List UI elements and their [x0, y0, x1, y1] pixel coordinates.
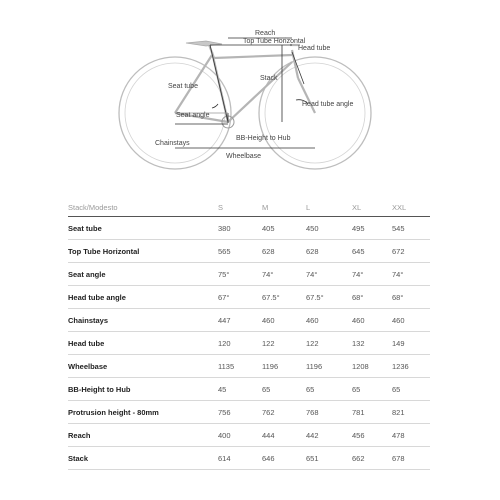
cell-value: 65	[262, 378, 306, 401]
cell-value: 628	[262, 240, 306, 263]
cell-value: 442	[306, 424, 352, 447]
table-row	[68, 309, 430, 332]
cell-value: 450	[306, 217, 352, 240]
cell-value: 65	[352, 378, 392, 401]
row-label: Wheelbase	[68, 355, 218, 378]
cell-value: 447	[218, 309, 262, 332]
table-row	[68, 378, 430, 401]
cell-value: 74°	[306, 263, 352, 286]
label-head-tube: Head tube	[298, 45, 331, 52]
row-label: Seat tube	[68, 217, 218, 240]
cell-value: 400	[218, 424, 262, 447]
cell-value: 651	[306, 447, 352, 470]
row-label: BB-Height to Hub	[68, 378, 218, 401]
cell-value: 444	[262, 424, 306, 447]
cell-value: 1208	[352, 355, 392, 378]
size-header-xxl: XXL	[392, 202, 407, 212]
cell-value: 120	[218, 332, 262, 355]
row-label: Head tube angle	[68, 286, 218, 309]
table-header-model: Stack/Modesto	[68, 202, 118, 212]
size-header-m: M	[262, 202, 269, 212]
cell-value: 68°	[392, 286, 430, 309]
cell-value: 405	[262, 217, 306, 240]
cell-value: 646	[262, 447, 306, 470]
label-head-tube-angle: Head tube angle	[302, 101, 354, 108]
bike-geometry-diagram	[0, 0, 500, 190]
cell-value: 545	[392, 217, 430, 240]
cell-value: 65	[306, 378, 352, 401]
cell-value: 645	[352, 240, 392, 263]
cell-value: 672	[392, 240, 430, 263]
table-row	[68, 263, 430, 286]
cell-value: 768	[306, 401, 352, 424]
cell-value: 122	[262, 332, 306, 355]
cell-value: 460	[306, 309, 352, 332]
label-top-tube: Top Tube Horizontal	[243, 38, 306, 45]
label-chainstays: Chainstays	[155, 140, 190, 147]
cell-value: 1135	[218, 355, 262, 378]
cell-value: 678	[392, 447, 430, 470]
row-label: Reach	[68, 424, 218, 447]
size-header-l: L	[306, 202, 311, 212]
cell-value: 565	[218, 240, 262, 263]
cell-value: 380	[218, 217, 262, 240]
table-row	[68, 447, 430, 470]
table-header-row	[68, 198, 430, 217]
cell-value: 149	[392, 332, 430, 355]
cell-value: 74°	[392, 263, 430, 286]
row-label: Seat angle	[68, 263, 218, 286]
cell-value: 132	[352, 332, 392, 355]
cell-value: 756	[218, 401, 262, 424]
table-row	[68, 217, 430, 240]
cell-value: 495	[352, 217, 392, 240]
row-label: Chainstays	[68, 309, 218, 332]
cell-value: 1236	[392, 355, 430, 378]
cell-value: 821	[392, 401, 430, 424]
bike-illustration	[0, 0, 500, 190]
table-row	[68, 240, 430, 263]
cell-value: 67°	[218, 286, 262, 309]
cell-value: 460	[262, 309, 306, 332]
row-label: Stack	[68, 447, 218, 470]
label-stack: Stack	[260, 75, 278, 82]
cell-value: 628	[306, 240, 352, 263]
cell-value: 456	[352, 424, 392, 447]
size-header-s: S	[218, 202, 224, 212]
label-reach: Reach	[255, 30, 276, 37]
cell-value: 74°	[352, 263, 392, 286]
cell-value: 1196	[306, 355, 352, 378]
cell-value: 662	[352, 447, 392, 470]
cell-value: 478	[392, 424, 430, 447]
row-label: Head tube	[68, 332, 218, 355]
cell-value: 65	[392, 378, 430, 401]
cell-value: 67.5°	[262, 286, 306, 309]
size-header-xl: XL	[352, 202, 362, 212]
table-row	[68, 332, 430, 355]
cell-value: 45	[218, 378, 262, 401]
cell-value: 122	[306, 332, 352, 355]
cell-value: 67.5°	[306, 286, 352, 309]
label-bb-height: BB-Height to Hub	[236, 135, 291, 142]
cell-value: 1196	[262, 355, 306, 378]
cell-value: 460	[352, 309, 392, 332]
cell-value: 762	[262, 401, 306, 424]
cell-value: 460	[392, 309, 430, 332]
cell-value: 74°	[262, 263, 306, 286]
cell-value: 75°	[218, 263, 262, 286]
table-row	[68, 355, 430, 378]
label-seat-angle: Seat angle	[176, 112, 210, 119]
geometry-table	[68, 198, 430, 470]
label-seat-tube: Seat tube	[168, 83, 198, 90]
bike-frame	[175, 42, 315, 122]
cell-value: 614	[218, 447, 262, 470]
row-label: Top Tube Horizontal	[68, 240, 218, 263]
table-row	[68, 286, 430, 309]
table-row	[68, 401, 430, 424]
cell-value: 781	[352, 401, 392, 424]
label-wheelbase: Wheelbase	[226, 153, 262, 160]
cell-value: 68°	[352, 286, 392, 309]
row-label: Protrusion height - 80mm	[68, 401, 218, 424]
table-row	[68, 424, 430, 447]
